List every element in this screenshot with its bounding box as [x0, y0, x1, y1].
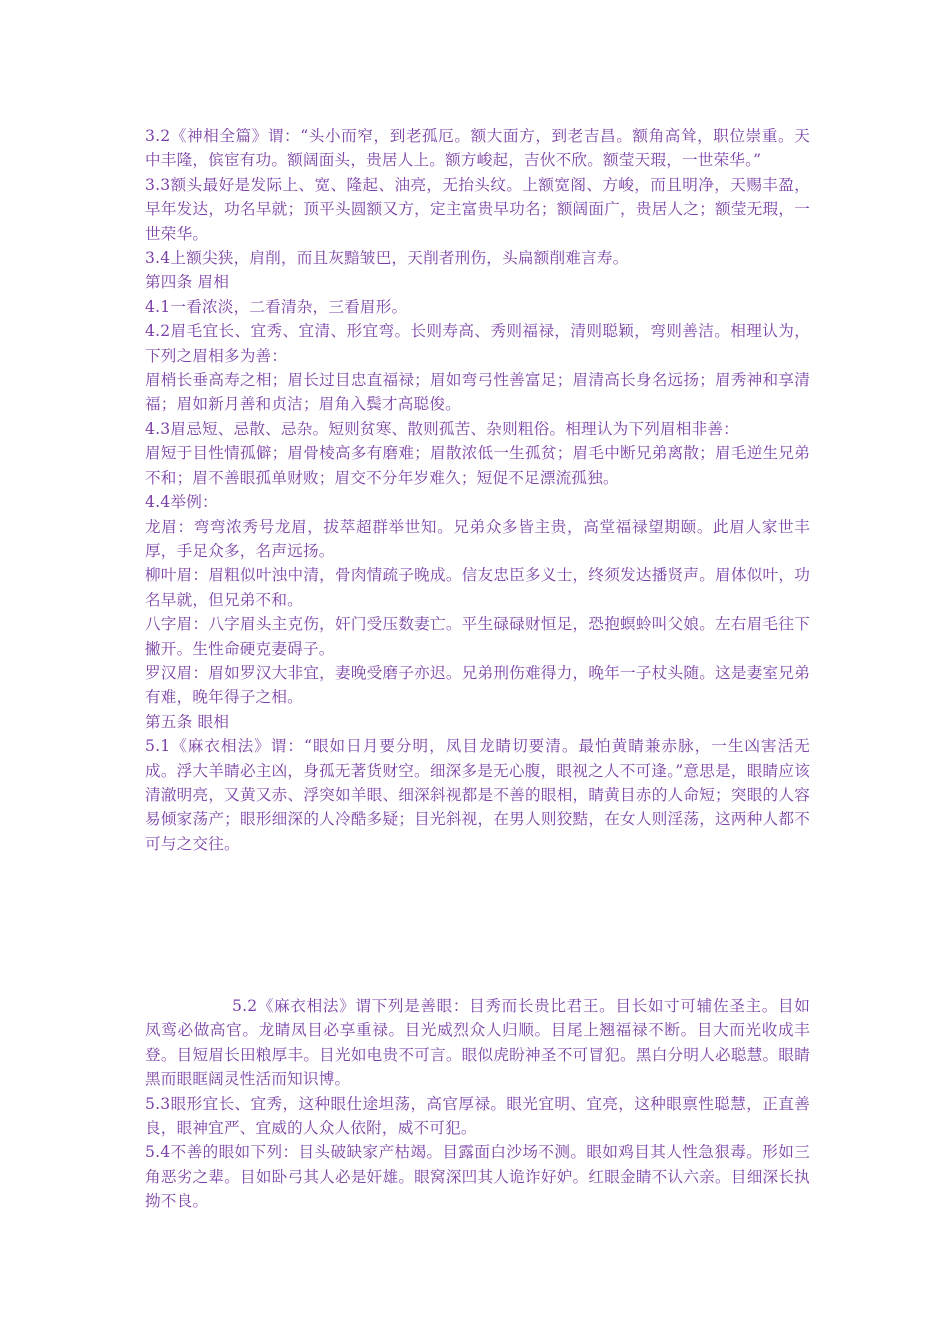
section-heading-eyebrow: 第四条 眉相	[145, 273, 230, 292]
text-block-top	[145, 124, 810, 856]
paragraph-5-4: 5.4不善的眼如下列：目头破缺家产枯竭。目露面白沙场不测。眼如鸡目其人性急狠毒。形如三角恶劣之辈。目如卧弓其人必是奸雄。眼窝深凹其人诡诈好妒。红眼金睛不认六亲。目细深长执拗不良。	[145, 1143, 810, 1211]
paragraph-5-2: 5.2《麻衣相法》谓下列是善眼：目秀而长贵比君王。目长如寸可辅佐圣主。目如凤鸾必做高官。龙睛凤目必享重禄。目光威烈众人归顺。目尾上翘福禄不断。目大而光收成丰登。目短眉长田粮厚丰。目光如电贵不可言。眼似虎盼神圣不可冒犯。黑白分明人必聪慧。眼睛黑而眼眶阔灵性活而知识博。	[145, 997, 810, 1089]
paragraph-bad-eyebrows: 眉短于目性情孤僻；眉骨棱高多有磨难；眉散浓低一生孤贫；眉毛中断兄弟离散；眉毛逆生兄弟不和；眉不善眼孤单财败；眉交不分年岁难久；短促不足漂流孤独。	[145, 444, 810, 487]
section-heading-eyes: 第五条 眼相	[145, 712, 230, 731]
paragraph-dragon-eyebrow: 龙眉：弯弯浓秀号龙眉，拔萃超群举世知。兄弟众多皆主贵，高堂福禄望期颐。此眉人家世丰厚，手足众多，名声远扬。	[145, 517, 810, 560]
paragraph-arhat-eyebrow: 罗汉眉：眉如罗汉大非宜，妻晚受磨子亦迟。兄弟刑伤难得力，晚年一子杖头随。这是妻室兄弟有难，晚年得子之相。	[145, 663, 810, 707]
paragraph-3-4: 3.4上额尖狭，肩削，而且灰黯皱巴，天削者刑伤，头扁额削难言寿。	[145, 249, 629, 268]
paragraph-good-eyebrows: 眉梢长垂高寿之相；眉长过目忠直福禄；眉如弯弓性善富足；眉清高长身名远扬；眉秀神和享清福；眉如新月善和贞洁；眉角入鬓才高聪俊。	[145, 371, 810, 414]
paragraph-3-2: 3.2《神相全篇》谓：“头小而窄，到老孤厄。额大面方，到老吉昌。额角高耸，职位崇重。天中丰隆，傧宦有功。额阔面头，贵居人上。额方峻起，吉伙不欣。额莹天瑕，一世荣华。”	[145, 127, 810, 170]
text-block-bottom	[145, 994, 810, 1214]
paragraph-3-3: 3.3额头最好是发际上、宽、隆起、油亮，无抬头纹。上额宽阁、方峻，而且明净，天赐丰盈，早年发达，功名早就；顶平头圆额又方，定主富贵早功名；额阔面广，贵居人之；额莹无瑕，一世荣华。	[145, 175, 810, 243]
paragraph-5-1: 5.1《麻衣相法》谓：“眼如日月要分明，凤目龙睛切要清。最怕黄睛兼赤脉，一生凶害活无成。浮大羊睛必主凶，身孤无著货财空。细深多是无心腹，眼视之人不可逢。”意思是，眼睛应该清澈明亮，又黄又赤、浮突如羊眼、细深斜视都是不善的眼相，睛黄目赤的人命短；突眼的人容易倾家荡产；眼形细深的人冷酷多疑；目光斜视，在男人则狡黠，在女人则淫荡，这两种人都不可与之交往。	[145, 737, 810, 853]
paragraph-eight-eyebrow: 八字眉：八字眉头主克伤，奸门受压数妻亡。平生碌碌财恒足，恐抱螟蛉叫父娘。左右眉毛往下撇开。生性命硬克妻碍子。	[145, 615, 810, 658]
paragraph-5-3: 5.3眼形宜长、宜秀，这种眼仕途坦荡，高官厚禄。眼光宜明、宜亮，这种眼禀性聪慧，正直善良，眼神宜严、宜威的人众人依附，威不可犯。	[145, 1094, 810, 1138]
paragraph-4-3: 4.3眉忌短、忌散、忌杂。短则贫寒、散则孤苦、杂则粗俗。相理认为下列眉相非善：	[145, 419, 739, 438]
paragraph-4-4: 4.4举例：	[145, 493, 218, 512]
paragraph-4-2: 4.2眉毛宜长、宜秀、宜清、形宜弯。长则寿高、秀则福禄，清则聪颖，弯则善洁。相理认为，下列之眉相多为善：	[145, 322, 810, 365]
paragraph-4-1: 4.1一看浓淡，二看清杂，三看眉形。	[145, 297, 408, 316]
paragraph-willow-eyebrow: 柳叶眉：眉粗似叶浊中清，骨肉情疏子晚成。信友忠臣多义士，终须发达播贤声。眉体似叶，功名早就，但兄弟不和。	[145, 566, 810, 609]
